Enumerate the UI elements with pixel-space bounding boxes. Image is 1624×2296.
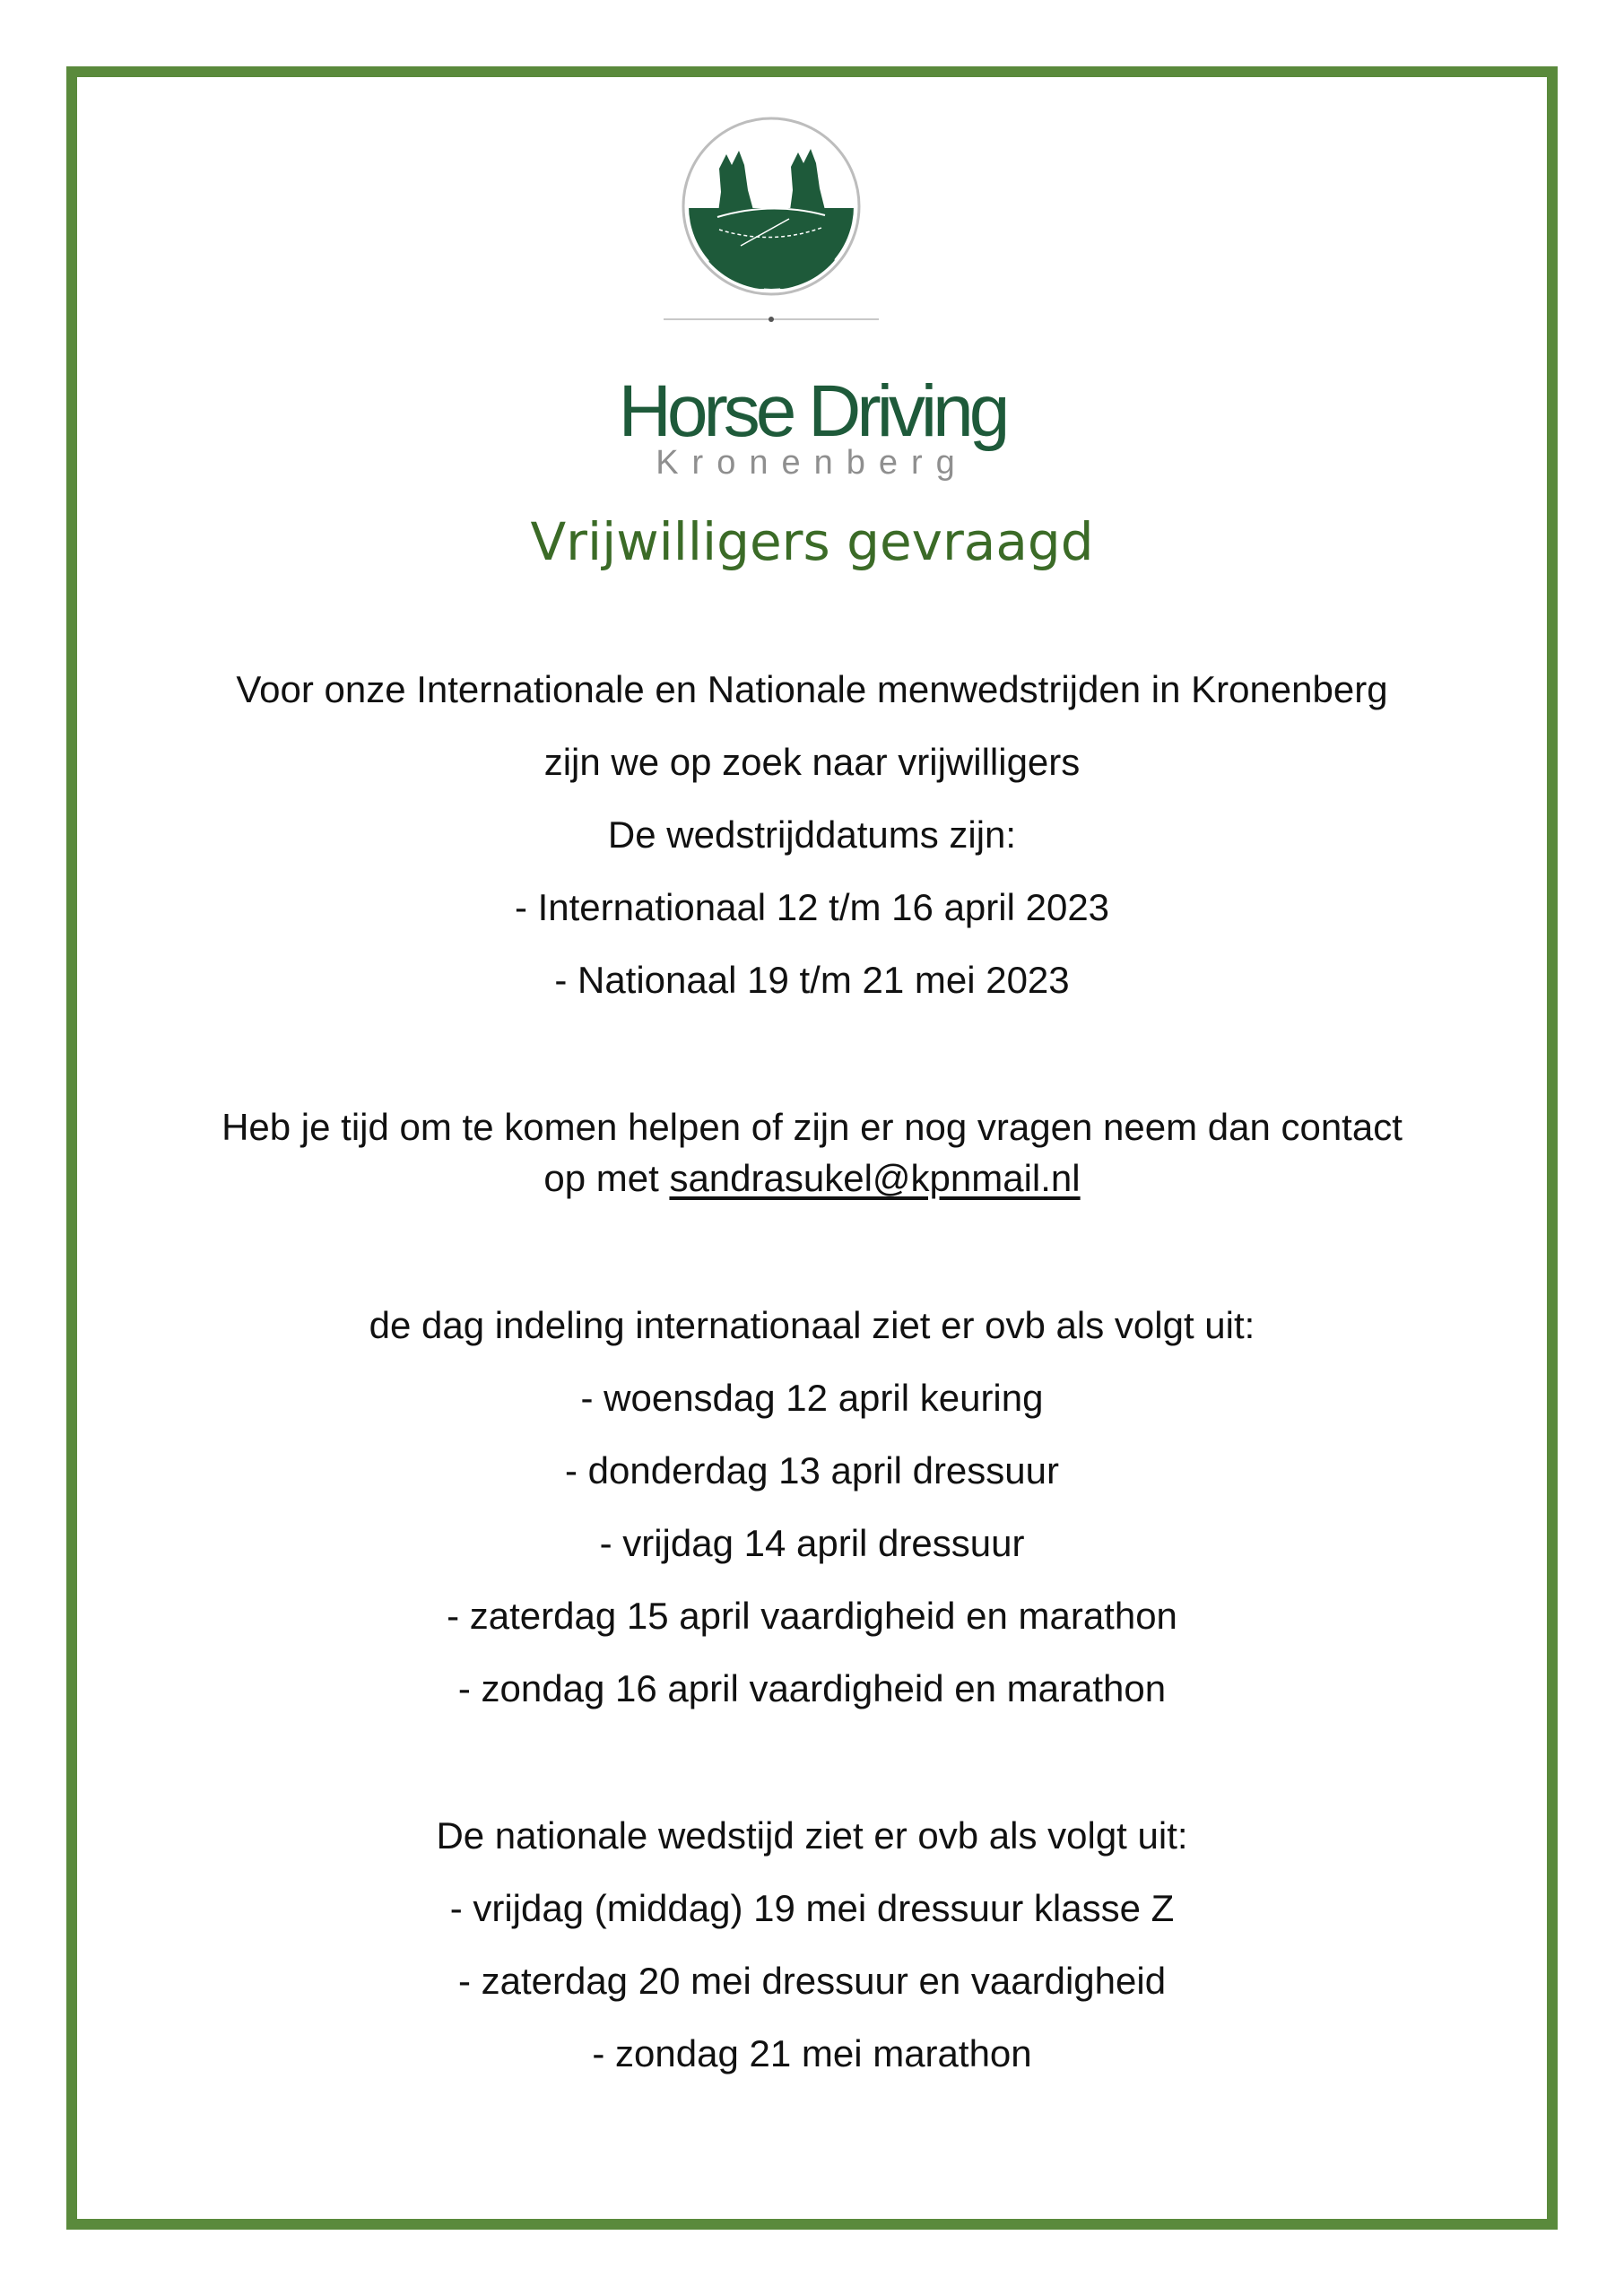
schedule-item: - zondag 21 mei marathon: [592, 2032, 1032, 2074]
intro-date-international: - Internationaal 12 t/m 16 april 2023: [514, 886, 1110, 928]
contact-email-line: [0, 1157, 1624, 1200]
intro-line: Voor onze Internationale en Nationale menwedstrijden in Kronenberg: [236, 668, 1388, 710]
page-title: Vrijwilligers gevraagd: [530, 511, 1094, 572]
horse-driving-logo-icon: [655, 111, 888, 335]
international-heading: de dag indeling internationaal ziet er ovb als volgt uit:: [369, 1304, 1255, 1346]
intro-date-national: - Nationaal 19 t/m 21 mei 2023: [554, 959, 1070, 1001]
intro-line: De wedstrijddatums zijn:: [607, 813, 1017, 856]
schedule-item: - zaterdag 15 april vaardigheid en marathon: [447, 1595, 1177, 1637]
schedule-item: - vrijdag 14 april dressuur: [599, 1522, 1025, 1564]
schedule-item: - zaterdag 20 mei dressuur en vaardigheid: [457, 1960, 1167, 2002]
contact-line: Heb je tijd om te komen helpen of zijn er nog vragen neem dan contact: [221, 1106, 1403, 1148]
brand-location: Kronenberg: [656, 444, 968, 482]
national-heading: De nationale wedstijd ziet er ovb als volgt uit:: [436, 1814, 1188, 1857]
schedule-item: - zondag 16 april vaardigheid en marathon: [457, 1667, 1167, 1709]
brand-name: Horse Driving: [618, 370, 1006, 452]
contact-email-link[interactable]: sandrasukel@kpnmail.nl: [669, 1157, 1081, 1199]
schedule-item: - woensdag 12 april keuring: [580, 1377, 1044, 1419]
schedule-item: - vrijdag (middag) 19 mei dressuur klasse Z: [449, 1887, 1175, 1929]
schedule-item: - donderdag 13 april dressuur: [564, 1449, 1059, 1492]
contact-prefix: op met: [543, 1157, 670, 1199]
intro-line: zijn we op zoek naar vrijwilligers: [543, 741, 1081, 783]
